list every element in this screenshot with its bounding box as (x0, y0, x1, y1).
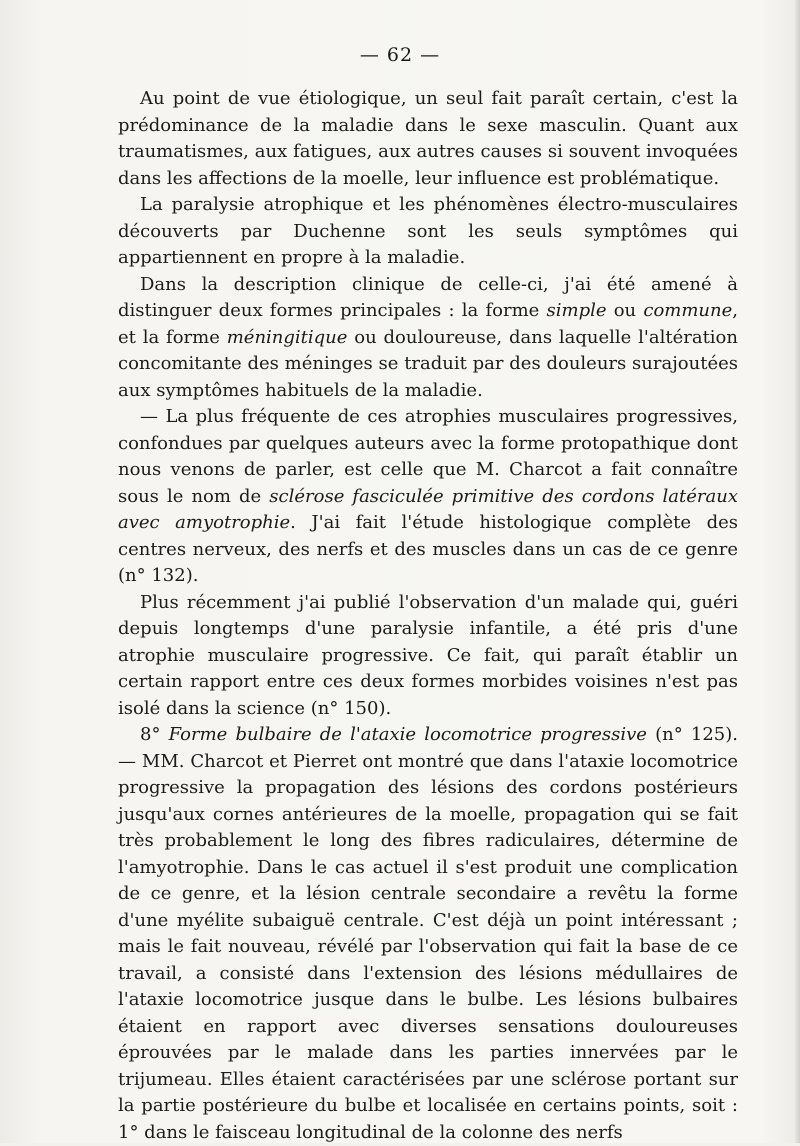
page-edge-shadow (794, 0, 800, 1143)
text-run: Au point de vue étiologique, un seul fait paraît certain, c'est la prédominance de la maladie dans le sexe masculin. Quant aux traumatismes, aux fatigues, aux autres causes si souvent invoquées dans les affections de la moelle, leur influence est problématique. (118, 88, 738, 189)
italic-text: commune (643, 300, 733, 321)
paragraph (118, 192, 738, 272)
paragraph (118, 86, 738, 192)
paragraph (118, 590, 738, 723)
text-run: 8° (140, 724, 169, 745)
text-run: ou douloureuse, dans laquelle l'altération concomitante des méninges se traduit par des douleurs surajoutées aux symptômes habituels de la maladie. (118, 326, 738, 401)
paragraph (118, 404, 738, 590)
paragraph (118, 272, 738, 405)
text-run: . J'ai fait l'étude histologique complète des centres nerveux, des nerfs et des muscles dans un cas de ce genre (n° 132). (118, 512, 738, 586)
text-run: ou (606, 300, 644, 321)
body-text (118, 86, 738, 1146)
text-run: (n° 125). — MM. Charcot et Pierret ont montré que dans l'ataxie locomotrice progressive la propagation des lésions des cordons postérieurs jusqu'aux cornes antérieures de la moelle, propagation qui se fait très probablement le long des fibres radiculaires, détermine de l'amyotrophie. Dans le cas actuel il s'est produit une complication de ce genre, et la lésion centrale secondaire a revêtu la forme d'une myélite subaiguë centrale. C'est déjà un point intéressant ; mais le fait nouveau, révélé par l'observation qui fait la base de ce travail, a consisté dans l'extension des lésions médullaires de l'ataxie locomotrice jusque dans le bulbe. Les lésions bulbaires étaient en rapport avec diverses sensations douloureuses éprouvées par le malade dans les parties innervées par le trijumeau. Elles étaient caractérisées par une sclérose portant sur la partie postérieure du bulbe et localisée en certains points, soit : 1° dans le faisceau longitudinal de la colonne des nerfs (118, 724, 738, 1143)
text-run: La paralysie atrophique et les phénomènes électro-musculaires découverts par Duchenne sont les seuls symptômes qui appartiennent en propre à la maladie. (118, 194, 738, 268)
italic-text: Forme bulbaire de l'ataxie locomotrice progressive (168, 724, 647, 745)
page-number: — 62 — (359, 44, 441, 66)
italic-text: sclérose fasciculée primitive des cordons latéraux avec amyotrophie (118, 485, 738, 533)
text-run: Dans la description clinique de celle-ci, j'ai été amené à distinguer deux formes principales : la forme (118, 273, 738, 321)
text-run: Plus récemment j'ai publié l'observation d'un malade qui, guéri depuis longtemps d'une paralysie infantile, a été pris d'une atrophie musculaire progressive. Ce fait, qui paraît établir un certain rapport entre ces deux formes morbides voisines n'est pas isolé dans la science (n° 150). (118, 591, 738, 719)
paragraph (118, 722, 738, 1146)
italic-text: méningitique (226, 326, 348, 348)
text-run: — La plus fréquente de ces atrophies musculaires progressives, confondues par quelques auteurs avec la forme protopathique dont nous venons de parler, est celle que M. Charcot a fait connaître sous le nom de (118, 406, 738, 507)
text-run: , et la forme (118, 300, 738, 348)
italic-text: simple (546, 300, 607, 321)
